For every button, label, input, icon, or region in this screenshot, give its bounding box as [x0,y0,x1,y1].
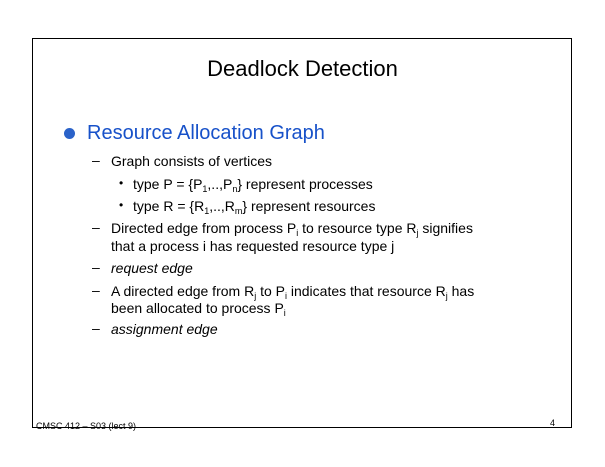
list-item-assignment-edge: assignment edge [111,321,218,337]
section-heading: Resource Allocation Graph [87,122,325,144]
dash-icon: – [92,282,100,298]
allocated-sub-j: j [254,291,257,301]
allocated-d: has [447,283,475,299]
directed-b: to resource type R [298,220,417,236]
list-item-directed-edge-line2: that a process i has requested resource type j [111,238,395,254]
dash-icon: – [92,320,100,336]
bullet-dot-icon [64,128,75,139]
page-number: 4 [550,418,556,428]
type-r-sub2: m [234,206,243,216]
dash-icon: – [92,219,100,235]
directed-a: Directed edge from process P [111,220,297,236]
type-r-mid: ,..,R [209,198,235,214]
list-item-allocated-edge [111,283,474,299]
type-p-mid: ,..,P [207,176,233,192]
list-item-type-r [133,198,375,214]
list-item-directed-edge [111,220,473,236]
allocated-line2: been allocated to process P [111,300,284,316]
type-r-post: } represent resources [242,198,376,214]
list-item-type-p [133,176,373,192]
type-r-pre: type R = {R [133,198,205,214]
type-r-sub1: 1 [204,206,210,216]
slide-title: Deadlock Detection [207,56,398,81]
directed-sub-j: j [416,228,419,238]
allocated-sub-i: i [284,291,287,301]
list-item-request-edge: request edge [111,260,193,276]
allocated-b: to P [256,283,285,299]
dash-icon: – [92,152,100,168]
list-item-graph: Graph consists of vertices [111,153,273,169]
sub-bullet-icon: • [119,176,124,190]
allocated-c: indicates that resource R [286,283,446,299]
allocated-line2-sub: i [283,308,286,318]
directed-sub-i: i [296,228,299,238]
type-p-sub1: 1 [202,184,208,194]
dash-icon: – [92,259,100,275]
type-p-pre: type P = {P [133,176,203,192]
list-item-allocated-edge-line2 [111,300,286,316]
type-p-sub2: n [232,184,238,194]
sub-bullet-icon: • [119,198,124,212]
footer-course: CMSC 412 – S03 (lect 9) [36,421,137,431]
type-p-post: } represent processes [237,176,373,192]
allocated-a: A directed edge from R [111,283,255,299]
main-bullet [64,122,325,145]
directed-c: signifies [418,220,473,236]
allocated-sub-j2: j [445,291,448,301]
